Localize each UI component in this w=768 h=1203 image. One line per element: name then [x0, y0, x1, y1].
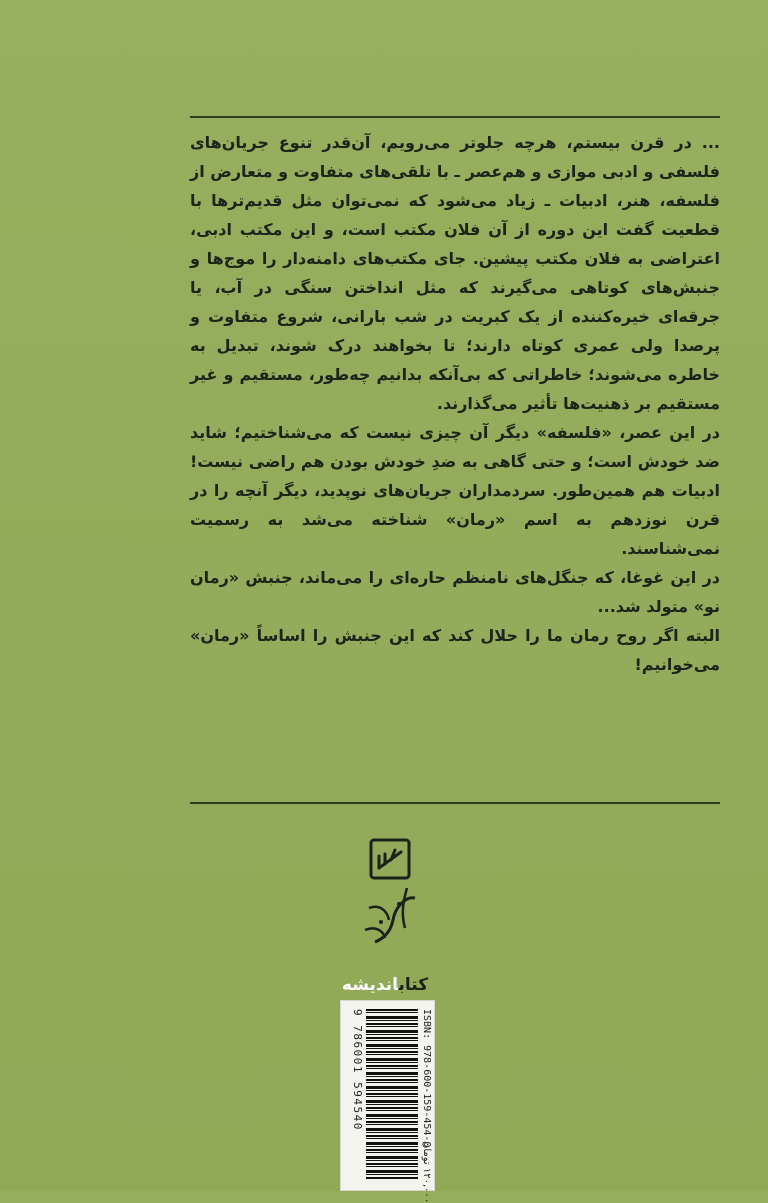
bottom-divider [190, 802, 720, 804]
blurb-paragraph-1: ... در قرن بیستم، هرچه جلوتر می‌رویم، آن‌قدر تنوع جریان‌های فلسفی و ادبی موازی و هم‌عصر ـ با تلقی‌های متفاوت و متعارض از فلسفه، هنر، ادبیات ـ زیاد می‌شود که نمی‌توان مثل قدیم‌ترها با قطعیت گفت این دوره از آن فلان مکتب است، و این مکتب ادبی، اعتراضی به فلان مکتب پیشین. جای مکتب‌های دامنه‌دار را موج‌ها و جنبش‌های کوتاهی می‌گیرند که مثل انداختن سنگی در آب، یا جرقه‌ای خیره‌کننده از یک کبریت در شب بارانی، شروع متفاوت و پرصدا ولی عمری کوتاه دارند؛ تا بخواهند درک شوند، تبدیل به خاطره می‌شوند؛ خاطراتی که بی‌آنکه بدانیم چه‌طور، مستقیم و غیر مستقیم بر ذهنیت‌ها تأثیر می‌گذارند. [190, 133, 720, 413]
publisher-logo [345, 838, 435, 976]
top-divider [190, 116, 720, 118]
blurb-paragraph-3: در این غوغا، که جنگل‌های نامنظم حاره‌ای را می‌ماند، جنبش «رمان نو» متولد شد... [190, 568, 720, 616]
back-cover-blurb [190, 128, 720, 679]
barcode-label [340, 1000, 435, 1203]
blurb-paragraph-2: در این عصر، «فلسفه» دیگر آن چیزی نیست که می‌شناختیم؛ شاید ضد خودش است؛ و حتی گاهی به ضدِ خودش بودن هم راضی نیست! ادبیات هم همین‌طور. سردمداران جریان‌های نوپدید، دیگر آنچه را در قرن نوزدهم به اسم «رمان» شناخته می‌شد به رسمیت نمی‌شناسند. [190, 423, 720, 558]
price-text: ۱۲۰,۰۰۰ تومان [421, 1141, 432, 1203]
isbn-text: ISBN: 978-600-159-454-0 [421, 1009, 432, 1148]
branch-icon [345, 838, 435, 948]
barcode-digits: 9 786001 594540 [351, 1009, 364, 1131]
brand-accent: اندیشه [341, 975, 399, 995]
publisher-brand [330, 975, 440, 995]
barcode-bars [366, 1009, 418, 1179]
blurb-paragraph-4: البته اگر روح رمان ما را حلال کند که این جنبش را اساساً «رمان» می‌خوانیم! [190, 626, 720, 674]
brand-prefix: کتاب [398, 975, 429, 995]
